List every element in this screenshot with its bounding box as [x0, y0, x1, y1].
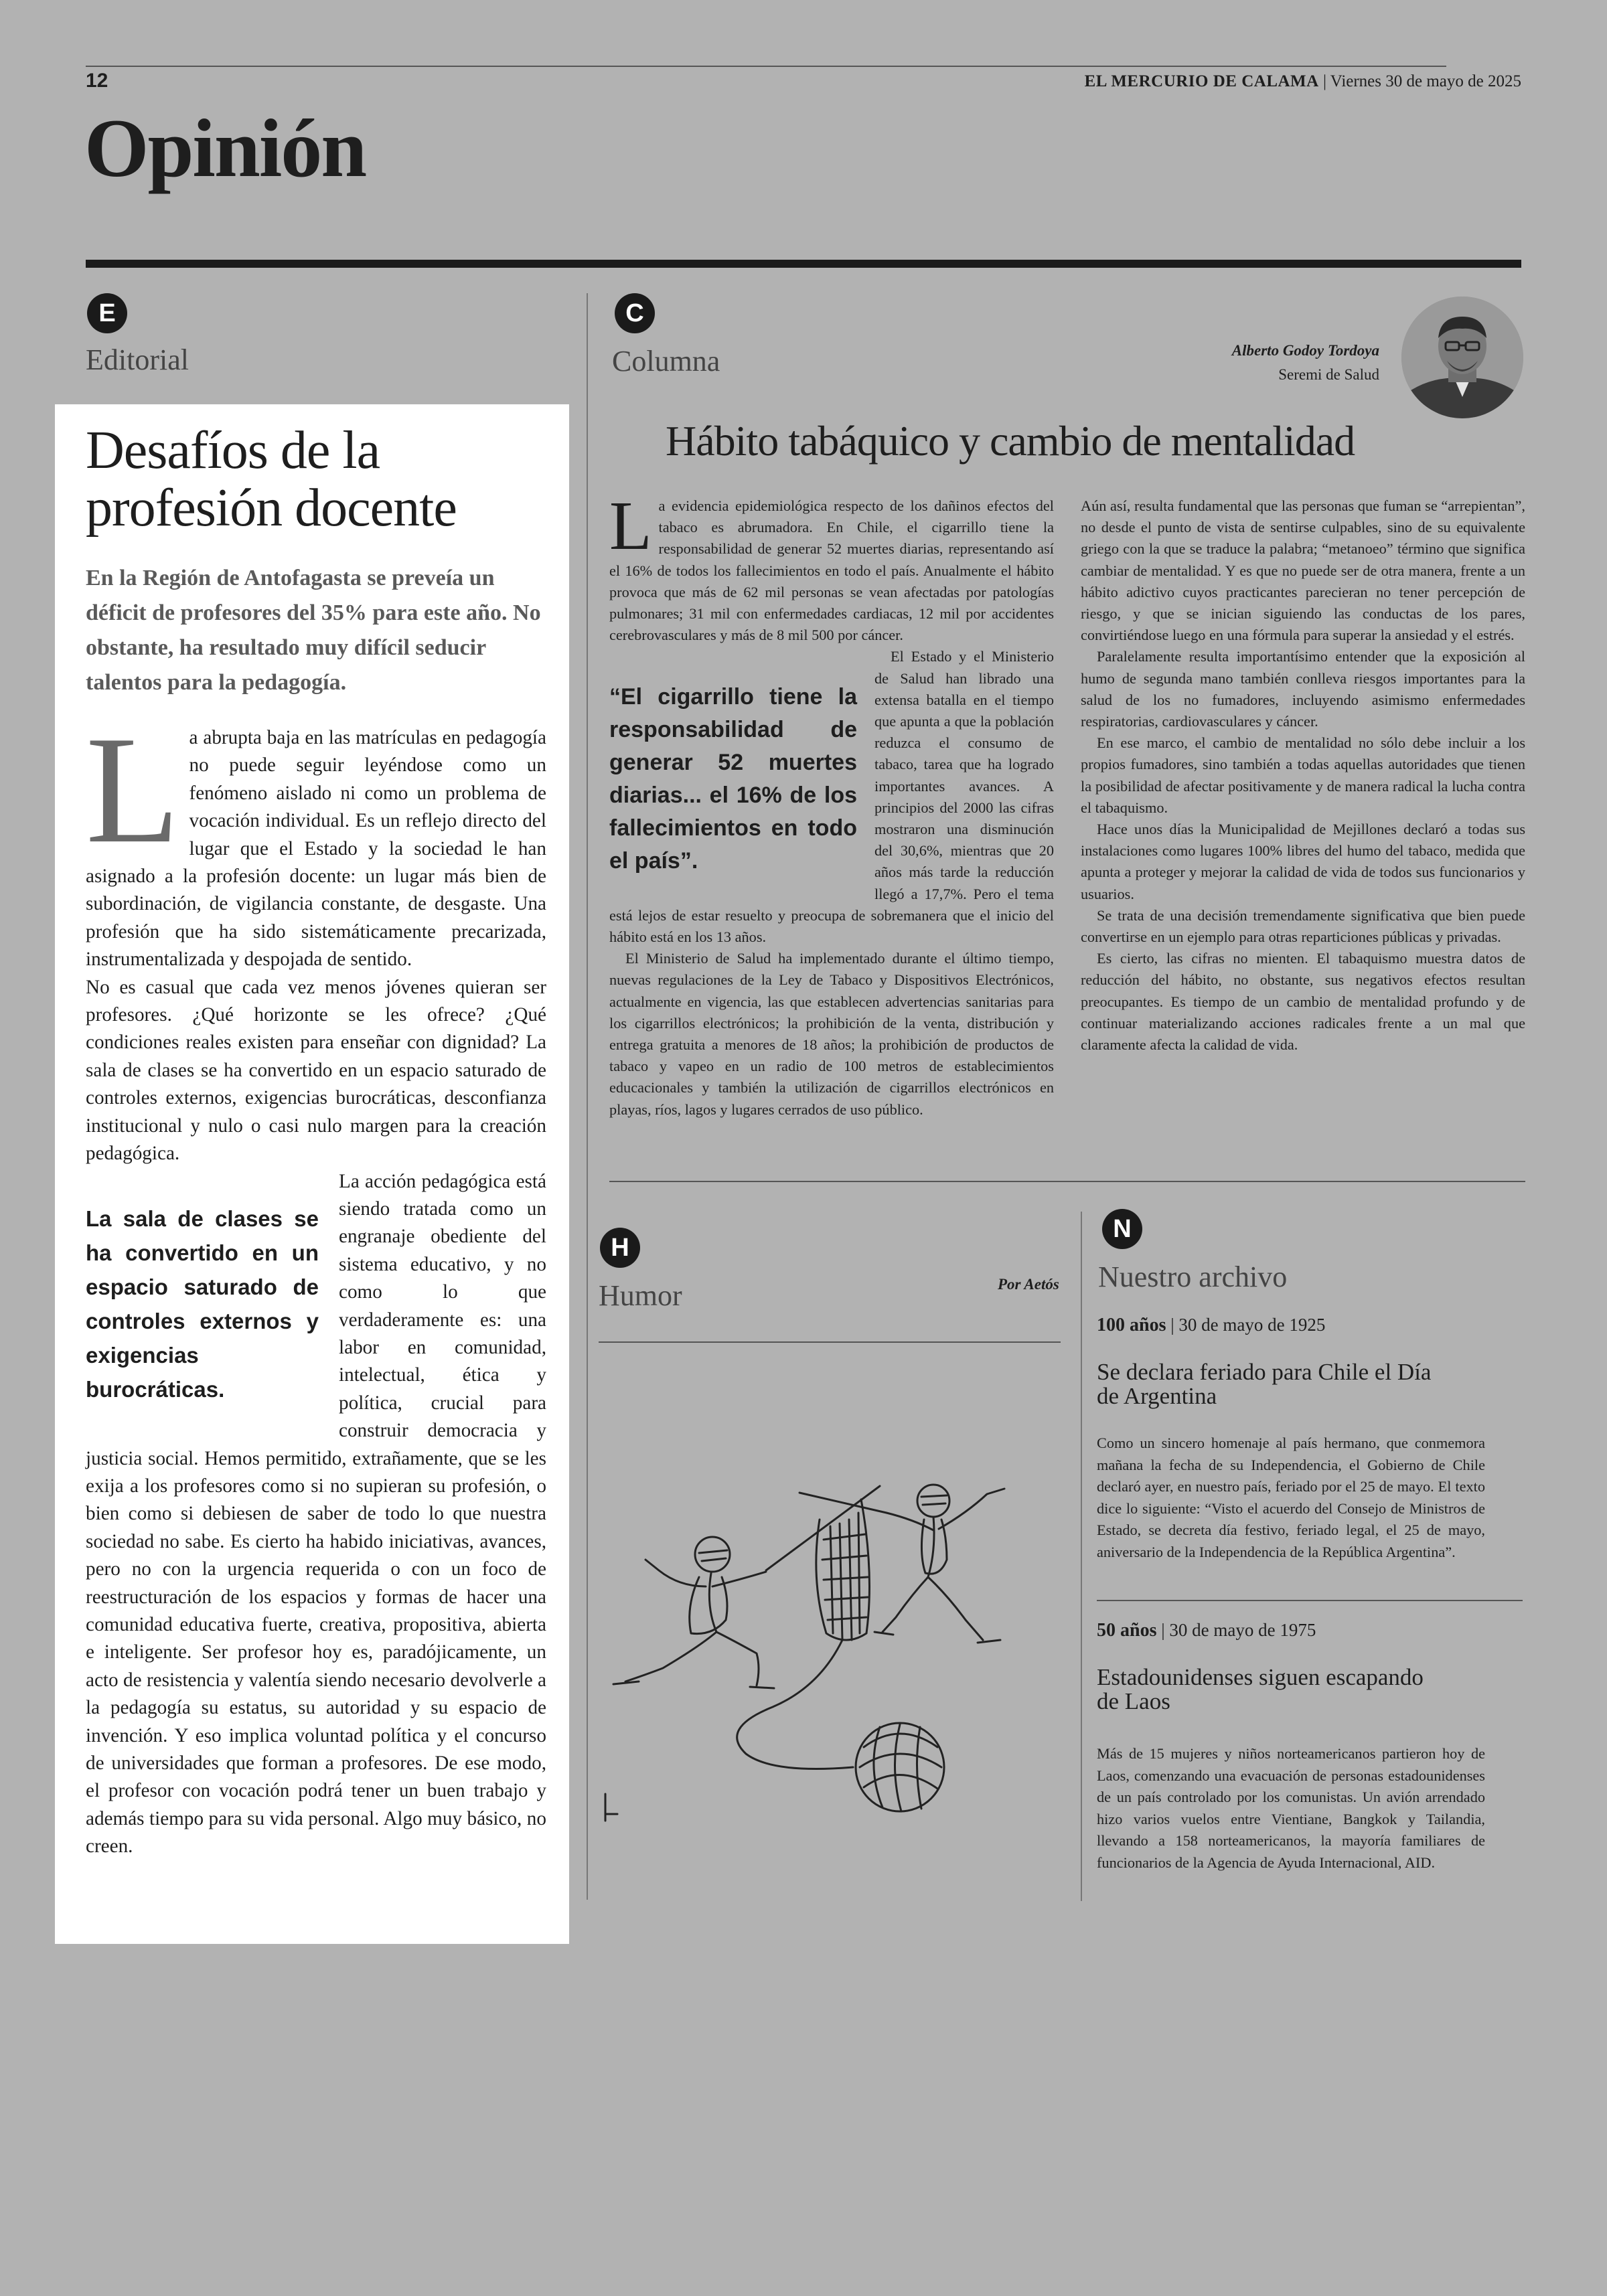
columna-pullquote: “El cigarrillo tiene la responsabilidad de generar 52 muertes diarias... el 16% de los fallecimientos en todo el país”. [609, 684, 857, 874]
column-divider [1081, 1212, 1082, 1901]
columna-paragraph: El Ministerio de Salud ha implementado durante el último tiempo, nuevas regulaciones de la Ley de Tabaco y Dispositivos Electrónicos, actualmente en vigencia, las que establecen advertencias sanitarias para los cigarrillos electrónicos; la prohibición de la venta, distribución y entrega gratuita a menores de 18 años; la prohibición de productos de tabaco y vapeo en un radio de 100 metros de establecimientos educacionales y también la utilización de cigarrillos electrónicos en playas, ríos, lagos y lugares cerrados de uso público. [609, 950, 1054, 1118]
columna-paragraph: Paralelamente resulta importantísimo entender que la exposición al humo de segunda mano también conlleva riesgos importantes para la salud de los no fumadores, incluyendo asimismo enfermedades respiratorias, cardiovasculares y cáncer. [1081, 648, 1525, 730]
author-role: Seremi de Salud [1278, 366, 1379, 383]
editorial-pullquote: La sala de clases se ha convertido en un espacio saturado de controles externos y exigencias burocráticas. [86, 1206, 319, 1402]
author-photo [1401, 297, 1523, 418]
page-number: 12 [86, 70, 108, 92]
author-name: Alberto Godoy Tordoya [1231, 342, 1379, 359]
author-avatar [1401, 297, 1523, 418]
editorial-paragraph: No es casual que cada vez menos jóvenes quieran ser profesores. ¿Qué horizonte se les ofrece? ¿Qué condiciones reales existen para enseñar con dignidad? La sala de clases se ha convertido en un espacio saturado de controles externos, exigencias burocráticas, desconfianza institucional y nulo o casi nulo margen para la creación pedagógica. [86, 976, 546, 1165]
editorial-badge: E [87, 293, 127, 333]
archivo-badge: N [1102, 1209, 1142, 1249]
columna-text-col-2 [1081, 495, 1525, 1056]
columna-paragraph: Hace unos días la Municipalidad de Mejillones declaró a todas sus instalaciones como lugares 100% libres del humo del tabaco, medida que apunta a proteger y mejorar la calidad de vida de todos sus funcionarios y usuarios. [1081, 821, 1525, 902]
humor-author: Por Aetós [998, 1276, 1059, 1293]
columna-paragraph-text: El Estado y el Ministerio de Salud han librado una extensa batalla en el tiempo que apunta a que la población reduzca el consumo de tabaco, tarea que ha logrado importantes avances. A principios del 2000 las cifras mostraron una disminución del 30,6%, mientras que 20 años más tarde la reducción llegó a 17,7%. Pero el tema está lejos de estar resuelto y preocupa de sobremanera que el inicio del hábito está en los 13 años. [609, 648, 1054, 946]
archive-item-years [1097, 1315, 1325, 1336]
publication-name: EL MERCURIO DE CALAMA [1084, 72, 1319, 90]
columna-drop-cap: L [609, 487, 652, 564]
masthead-separator: | [1322, 72, 1330, 90]
masthead [1085, 72, 1521, 91]
editorial-kicker: Editorial [86, 343, 189, 376]
archive-separator: | [1161, 1620, 1170, 1640]
section-rule [86, 260, 1521, 268]
archive-item-body: Más de 15 mujeres y niños norteamericanos partieron hoy de Laos, comenzando una evacuación de personas estadounidenses de un país controlado por los comunistas. Un avión arrendado hizo varios vuelos entre Vientiane, Bangkok y Tailandia, llevando a 158 norteamericanos, la mayoría familiares de funcionarios de la Agencia de Ayuda Internacional, AID. [1097, 1745, 1485, 1871]
archive-divider [1097, 1600, 1523, 1601]
editorial-body [86, 704, 546, 1861]
archive-separator: | [1170, 1315, 1179, 1335]
archive-item-title: Estadounidenses siguen escapando de Laos [1097, 1664, 1424, 1714]
columna-paragraph [609, 646, 1054, 948]
editorial-headline: Desafíos de la profesión docente [86, 421, 457, 538]
columna-paragraph: Es cierto, las cifras no mienten. El tabaquismo muestra datos de reducción del hábito, no obstante, sus negativos efectos resultan preocupantes. Es tiempo de un cambio de mentalidad profundo y de continuar materializando acciones radicales frente a un mal que claramente afecta la calidad de vida. [1081, 950, 1525, 1054]
columna-text-col-1 [609, 487, 1054, 1121]
columna-headline: Hábito tabáquico y cambio de mentalidad [666, 417, 1355, 465]
archive-item-body: Como un sincero homenaje al país hermano, que conmemora mañana la fecha de su Independencia, el Gobierno de Chile declaró ayer, en nuestro país, feriado por el 25 de mayo. El texto dice lo siguiente: “Visto el acuerdo del Consejo de Ministros de Estado, se decreta día festivo, feriado legal, el 25 de mayo, aniversario de la Independencia de la República Argentina”. [1097, 1434, 1485, 1560]
humor-cartoon [599, 1419, 1074, 1834]
top-rule [86, 66, 1446, 67]
section-title: Opinión [84, 102, 366, 194]
editorial-deck: En la Región de Antofagasta se preveía un déficit de profesores del 35% para este año. No obstante, ha resultado muy difícil seducir talentos para la pedagogía. [86, 566, 541, 695]
columna-paragraph: Se trata de una decisión tremendamente significativa que bien puede convertirse en un ejemplo para otras reparticiones públicas y privadas. [1081, 906, 1525, 946]
archive-years-label: 50 años [1097, 1620, 1157, 1641]
editorial-paragraph-text: La acción pedagógica está siendo tratada como un engranaje obediente del sistema educativo, y no como lo que verdaderamente es: una labor en comunidad, intelectual, ética y política, crucial para construir democracia y justicia social. Hemos permitido, extrañamente, que se les exija a los profesores como si no supieran su profesión, o bien como si debiesen de saber de todo lo que nuestra sociedad no sabe. Es cierto ha habido iniciativas, avances, pero no con la urgencia requerida o con un foco de reestructuración de los espacios y formas de hacer una comunidad educativa fuerte, creativa, propositiva, abierta e inteligente. Ser profesor hoy es, paradójicamente, un acto de resistencia y valentía siendo necesario devolverle a la pedagogía su estatus, su autoridad y su espacio de invención. Y eso implica voluntad política y el concurso de universidades que forman a profesores. De ese modo, el profesor con vocación podrá tener un buen trabajo y además tiempo para su vida personal. Algo muy básico, no creen. [86, 1170, 546, 1858]
fencing-knitting-cartoon-illustration [599, 1419, 1074, 1834]
archive-item-title: Se declara feriado para Chile el Día de Argentina [1097, 1359, 1432, 1409]
author-byline [1232, 339, 1379, 387]
humor-kicker: Humor [599, 1279, 682, 1312]
humor-badge: H [600, 1228, 640, 1268]
archivo-kicker: Nuestro archivo [1098, 1260, 1288, 1293]
column-divider [587, 293, 588, 1900]
archive-date: 30 de mayo de 1975 [1169, 1620, 1316, 1640]
columna-paragraph [609, 487, 1054, 646]
editorial-paragraph-text: a abrupta baja en las matrículas en pedagogía no puede seguir leyéndose como un fenómeno aislado ni como un problema de vocación individual. Es un reflejo directo del lugar que el Estado y la sociedad le han asignado a la profesión docente: un lugar más bien de subordinación, de vigilancia constante, de desgaste. Una profesión que ha sido sistemáticamente precarizada, instrumentalizada y despojada de sentido. [86, 727, 546, 971]
archive-item-years [1097, 1620, 1316, 1641]
columna-paragraph-text: a evidencia epidemiológica respecto de los dañinos efectos del tabaco es abrumadora. En Chile, el cigarrillo tiene la responsabilidad de generar 52 muertes diarias, representando así el 16% de todos los fallecimientos en todo el país. Anualmente el hábito provoca que más de 62 mil personas se vean afectadas por patologías pulmonares; 31 mil con enfermedades cardiacas, 12 mil por accidentes cerebrovasculares y más de 8 mil 500 por cáncer. [609, 497, 1054, 644]
archive-date: 30 de mayo de 1925 [1178, 1315, 1326, 1335]
columna-kicker: Columna [612, 345, 720, 378]
columna-bottom-rule [609, 1181, 1525, 1182]
archive-years-label: 100 años [1097, 1315, 1166, 1335]
humor-rule [599, 1341, 1061, 1343]
issue-date: Viernes 30 de mayo de 2025 [1330, 72, 1521, 90]
columna-paragraph: En ese marco, el cambio de mentalidad no sólo debe incluir a los propios fumadores, sino también a todas aquellas autoridades que tienen la posibilidad de afectar positivamente y de manera radical la lucha contra el tabaquismo. [1081, 734, 1525, 816]
columna-badge: C [615, 293, 655, 333]
editorial-paragraph [86, 704, 546, 974]
columna-paragraph: Aún así, resulta fundamental que las personas que fuman se “arrepientan”, no desde el punto de vista de sentirse culpables, sino de su equivalente griego con la que se traduce la palabra; “metanoeo” término que significa cambiar de mentalidad. Y es que no puede ser de otra manera, frente a un hábito adictivo cuyos practicantes parecieran no tener percepción de riesgo, y que se inician siguiendo las conductas de los pares, convirtiéndose luego en una fórmula para superar la ansiedad y el estrés. [1081, 497, 1525, 644]
editorial-drop-cap: L [86, 704, 180, 875]
editorial-paragraph [86, 1168, 546, 1861]
